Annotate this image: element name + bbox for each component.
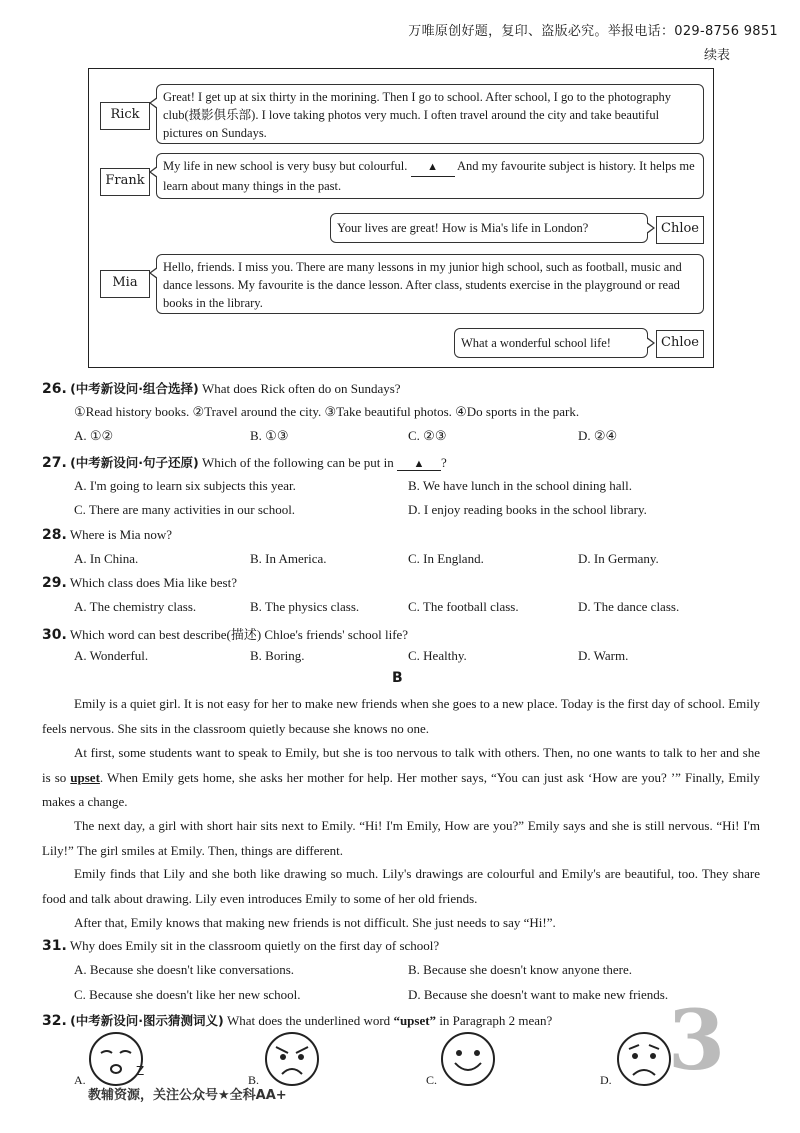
q28-text: Where is Mia now?	[69, 527, 172, 542]
q27-number: 27.	[42, 455, 67, 471]
q32-option-c-label[interactable]: C.	[426, 1073, 438, 1087]
speaker-rick: Rick	[100, 102, 150, 130]
page-number: 3	[668, 993, 726, 1089]
q29-option-c[interactable]: C. The football class.	[408, 599, 519, 614]
q31-option-d[interactable]: D. Because she doesn't want to make new friends.	[408, 987, 669, 1002]
q27-blank: ▲	[397, 458, 441, 471]
passage-paragraph-3: The next day, a girl with short hair sits next to Emily. “Hi! I'm Emily, How are you?” Emily says and she is still nervous. “Hi! I'm Lily!” The girl smiles at Emily. Then, things are different.	[42, 818, 760, 858]
question-28	[42, 527, 172, 543]
header-notice: 万唯原创好题，复印、盗版必究。举报电话：029-8756 9851	[408, 24, 778, 39]
speaker-frank-name: Frank	[105, 173, 145, 188]
q32-option-b-label[interactable]: B.	[248, 1073, 260, 1087]
q26-number: 26.	[42, 381, 67, 397]
question-32	[42, 1011, 552, 1029]
q30-option-d[interactable]: D. Warm.	[578, 648, 629, 663]
frank-text-before: My life in new school is very busy but colourful.	[163, 159, 408, 173]
mia-bubble: Hello, friends. I miss you. There are many lessons in my junior high school, such as football, music and dance lessons. My favourite is the dance lesson. After class, students exercise in the playground or read books in the library.	[156, 254, 704, 314]
q30-option-b[interactable]: B. Boring.	[250, 648, 305, 663]
q29-option-b[interactable]: B. The physics class.	[250, 599, 360, 614]
sleep-z-mark: Z	[136, 1064, 145, 1078]
q31-option-a[interactable]: A. Because she doesn't like conversations.	[74, 962, 295, 977]
question-31	[42, 938, 439, 954]
q28-number: 28.	[42, 527, 67, 543]
sad-face-icon[interactable]	[616, 1031, 672, 1087]
q32-text-before: What does the underlined word	[227, 1013, 391, 1028]
passage-paragraph-2	[42, 741, 760, 815]
p2-before: At first, some students want to speak to Emily, but she is too nervous to talk with others. Then, no one wants to talk to her and she is so	[42, 745, 760, 785]
q29-option-a[interactable]: A. The chemistry class.	[74, 599, 197, 614]
q30-option-a[interactable]: A. Wonderful.	[74, 648, 149, 663]
speaker-chloe-2: Chloe	[656, 330, 704, 358]
q27-option-b[interactable]: B. We have lunch in the school dining hall.	[408, 478, 633, 493]
question-29	[42, 575, 237, 591]
q27-text: Which of the following can be put in	[202, 455, 394, 470]
q28-option-a[interactable]: A. In China.	[74, 551, 139, 566]
happy-face-icon[interactable]	[440, 1031, 496, 1087]
q31-option-b[interactable]: B. Because she doesn't know anyone there.	[408, 962, 633, 977]
q32-tag: (中考新设问·图示猜测词义)	[70, 1013, 224, 1028]
question-30	[42, 624, 408, 643]
q31-option-c[interactable]: C. Because she doesn't like her new school.	[74, 987, 301, 1002]
chloe-bubble-1: Your lives are great! How is Mia's life in London?	[330, 213, 648, 243]
q30-number: 30.	[42, 627, 67, 643]
q29-text: Which class does Mia like best?	[69, 575, 237, 590]
q26-option-c[interactable]: C. ②③	[408, 428, 447, 443]
q26-option-a[interactable]: A. ①②	[74, 428, 114, 443]
q30-text: Which word can best describe(描述) Chloe's friends' school life?	[69, 627, 409, 642]
frank-bubble	[156, 153, 704, 199]
frank-blank: ▲	[411, 158, 455, 177]
q26-items: ①Read history books. ②Travel around the city. ③Take beautiful photos. ④Do sports in the park.	[74, 404, 580, 419]
q29-number: 29.	[42, 575, 67, 591]
q28-option-c[interactable]: C. In England.	[408, 551, 484, 566]
q29-option-d[interactable]: D. The dance class.	[578, 599, 680, 614]
q27-option-d[interactable]: D. I enjoy reading books in the school library.	[408, 502, 647, 517]
rick-bubble: Great! I get up at six thirty in the morining. Then I go to school. After school, I go to the photography club(摄影俱乐部). I love taking photos very much. I often travel around the city and take beautiful pictures on Sundays.	[156, 84, 704, 144]
angry-upset-face-icon[interactable]	[264, 1031, 320, 1087]
underlined-word-upset: upset	[70, 769, 100, 785]
passage-paragraph-4: Emily finds that Lily and she both like drawing so much. Lily's drawings are colourful and Emily's are beautiful, too. They share food and talk about drawing. Lily even introduces Emily to some of her old friends.	[42, 866, 760, 906]
passage-paragraph-5: After that, Emily knows that making new friends is not difficult. She just needs to say “Hi!”.	[74, 915, 556, 930]
q26-option-d[interactable]: D. ②④	[578, 428, 618, 443]
q26-tag: (中考新设问·组合选择)	[70, 381, 199, 396]
speaker-mia: Mia	[100, 270, 150, 298]
sleepy-face-icon[interactable]	[88, 1031, 152, 1087]
q32-word: “upset”	[393, 1013, 437, 1028]
q26-option-b[interactable]: B. ①③	[250, 428, 289, 443]
q27-tag: (中考新设问·句子还原)	[70, 455, 199, 470]
question-26	[42, 379, 401, 397]
q31-text: Why does Emily sit in the classroom quietly on the first day of school?	[69, 938, 440, 953]
q32-text-after: in Paragraph 2 mean?	[439, 1013, 553, 1028]
question-27	[42, 453, 447, 471]
continued-label: 续表	[703, 48, 730, 63]
section-b-label: B	[392, 670, 403, 686]
speaker-chloe-1: Chloe	[656, 216, 704, 244]
q26-text: What does Rick often do on Sundays?	[202, 381, 401, 396]
q31-number: 31.	[42, 938, 67, 954]
q27-end: ?	[440, 455, 447, 470]
q30-option-c[interactable]: C. Healthy.	[408, 648, 467, 663]
frank-text-after: And my favourite subject is history. It helps me learn about many things in the past.	[163, 159, 695, 193]
q28-option-b[interactable]: B. In America.	[250, 551, 327, 566]
q28-option-d[interactable]: D. In Germany.	[578, 551, 659, 566]
footer-watermark: 教辅资源，关注公众号★全科AA+	[88, 1088, 287, 1103]
chloe-bubble-2: What a wonderful school life!	[454, 328, 648, 358]
q27-option-a[interactable]: A. I'm going to learn six subjects this year.	[74, 478, 296, 493]
q32-option-d-label[interactable]: D.	[600, 1073, 612, 1087]
q32-option-a-label[interactable]: A.	[74, 1073, 86, 1087]
passage-paragraph-1: Emily is a quiet girl. It is not easy for her to make new friends when she goes to a new place. Today is the first day of school. Emily feels nervous. She sits in the classroom quietly because she knows no one.	[42, 696, 760, 736]
speaker-frank	[100, 168, 150, 196]
q27-option-c[interactable]: C. There are many activities in our school.	[74, 502, 296, 517]
q32-number: 32.	[42, 1013, 67, 1029]
p2-after: . When Emily gets home, she asks her mother for help. Her mother says, “You can just ask ‘How are you? ’” Finally, Emily makes a change.	[42, 769, 761, 809]
